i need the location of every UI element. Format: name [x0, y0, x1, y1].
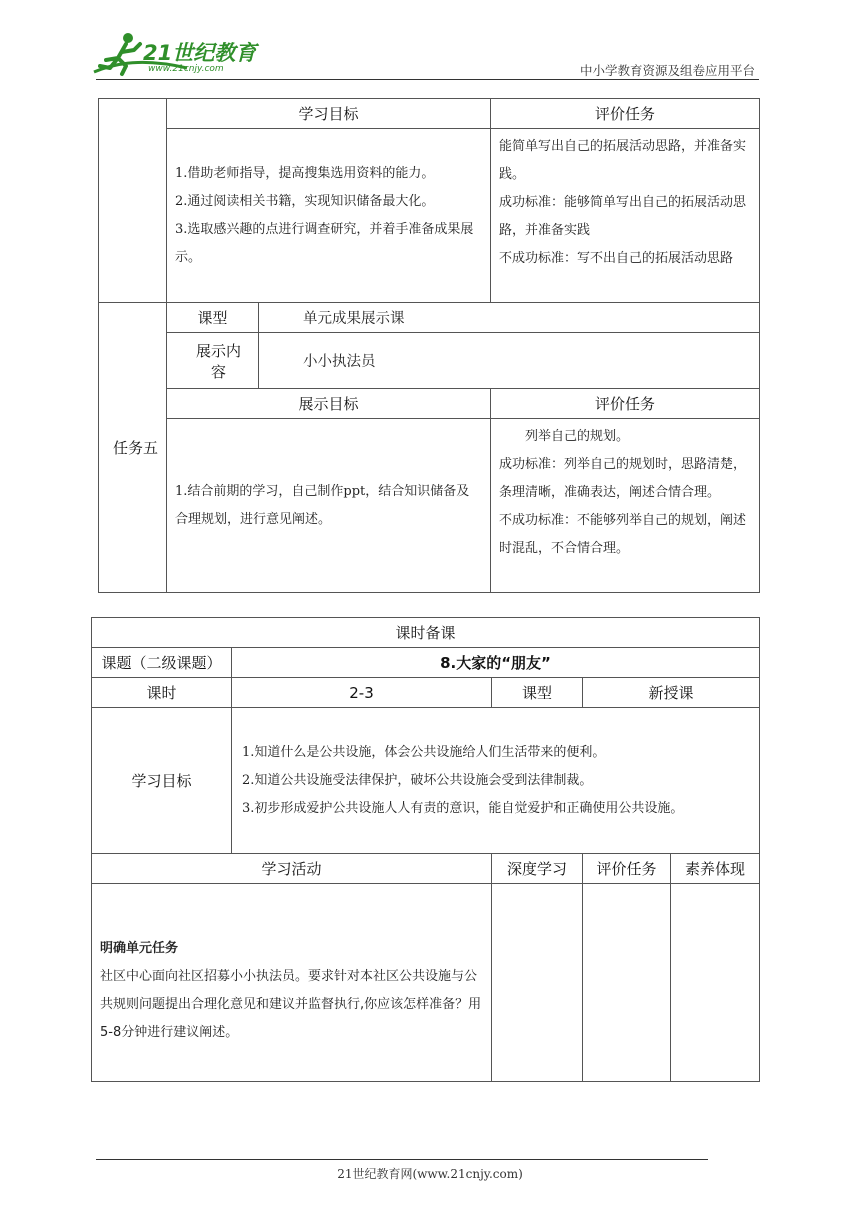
eval-cell — [583, 884, 671, 1082]
course-type-value: 单元成果展示课 — [259, 303, 760, 333]
course-type-label: 课型 — [167, 303, 259, 333]
display-goal-cell — [167, 419, 491, 593]
topic-value: 8.大家的“朋友” — [232, 648, 760, 678]
top-goal-2: 2.通过阅读相关书籍，实现知识储备最大化。 — [175, 193, 435, 209]
goal-2: 2.知道公共设施受法律保护，破坏公共设施会受到法律制裁。 — [242, 772, 593, 788]
logo-url: www.21cnjy.com — [148, 64, 224, 74]
activity-title: 明确单元任务 — [100, 940, 179, 956]
col-activity: 学习活动 — [92, 854, 492, 884]
activity-cell — [92, 884, 492, 1082]
footer-divider — [96, 1159, 708, 1160]
display-eval-2: 成功标准：列举自己的规划时，思路清楚，条理清晰，准确表达，阐述合情合理。 — [499, 457, 747, 500]
display-eval-header: 评价任务 — [491, 389, 760, 419]
goal-label: 学习目标 — [92, 708, 232, 854]
type-value: 新授课 — [583, 678, 760, 708]
display-eval-cell — [491, 419, 760, 593]
literacy-cell — [671, 884, 760, 1082]
top-goal-1: 1.借助老师指导，提高搜集选用资料的能力。 — [175, 165, 435, 181]
top-eval-2: 成功标准：能够简单写出自己的拓展活动思路，并准备实践 — [499, 195, 747, 238]
goals-cell — [232, 708, 760, 854]
display-eval-1: 列举自己的规划。 — [525, 429, 630, 444]
topic-label: 课题（二级课题） — [92, 648, 232, 678]
lesson-table — [91, 617, 760, 1082]
top-eval-3: 不成功标准：写不出自己的拓展活动思路 — [499, 251, 734, 266]
top-goals-cell — [167, 129, 491, 303]
display-content-value: 小小执法员 — [259, 333, 760, 389]
goal-3: 3.初步形成爱护公共设施人人有责的意识，能自觉爱护和正确使用公共设施。 — [242, 800, 684, 816]
platform-title: 中小学教育资源及组卷应用平台 — [579, 63, 755, 78]
type-label: 课型 — [492, 678, 583, 708]
activity-text: 社区中心面向社区招募小小执法员。要求针对本社区公共设施与公共规则问题提出合理化意见和建议并监督执行,你应该怎样准备？用5-8分钟进行建议阐述。 — [100, 968, 482, 1040]
display-eval-3: 不成功标准：不能够列举自己的规划，阐述时混乱，不合情合理。 — [499, 513, 747, 556]
display-goal-text: 1.结合前期的学习，自己制作ppt，结合知识储备及合理规划，进行意见阐述。 — [175, 483, 470, 527]
top-goal-header: 学习目标 — [167, 99, 491, 129]
period-label: 课时 — [92, 678, 232, 708]
period-value: 2-3 — [232, 678, 492, 708]
top-eval-header: 评价任务 — [491, 99, 760, 129]
display-content-label: 展示内容 — [167, 333, 259, 389]
logo-text: 21世纪教育 — [143, 41, 257, 65]
goal-1: 1.知道什么是公共设施，体会公共设施给人们生活带来的便利。 — [242, 744, 606, 760]
blank-left-cell — [99, 99, 167, 303]
header-divider — [96, 79, 759, 80]
deep-learning-cell — [492, 884, 583, 1082]
lesson-title: 课时备课 — [92, 618, 760, 648]
footer-text: 21世纪教育网(www.21cnjy.com) — [337, 1167, 523, 1181]
top-eval-cell — [491, 129, 760, 303]
task-table — [98, 98, 760, 593]
top-goal-3: 3.选取感兴趣的点进行调查研究，并着手准备成果展示。 — [175, 221, 474, 265]
col-deep-learning: 深度学习 — [492, 854, 583, 884]
task-label: 任务五 — [99, 303, 167, 593]
col-eval: 评价任务 — [583, 854, 671, 884]
top-eval-1: 能简单写出自己的拓展活动思路，并准备实践。 — [499, 139, 747, 182]
display-goal-header: 展示目标 — [167, 389, 491, 419]
col-literacy: 素养体现 — [671, 854, 760, 884]
